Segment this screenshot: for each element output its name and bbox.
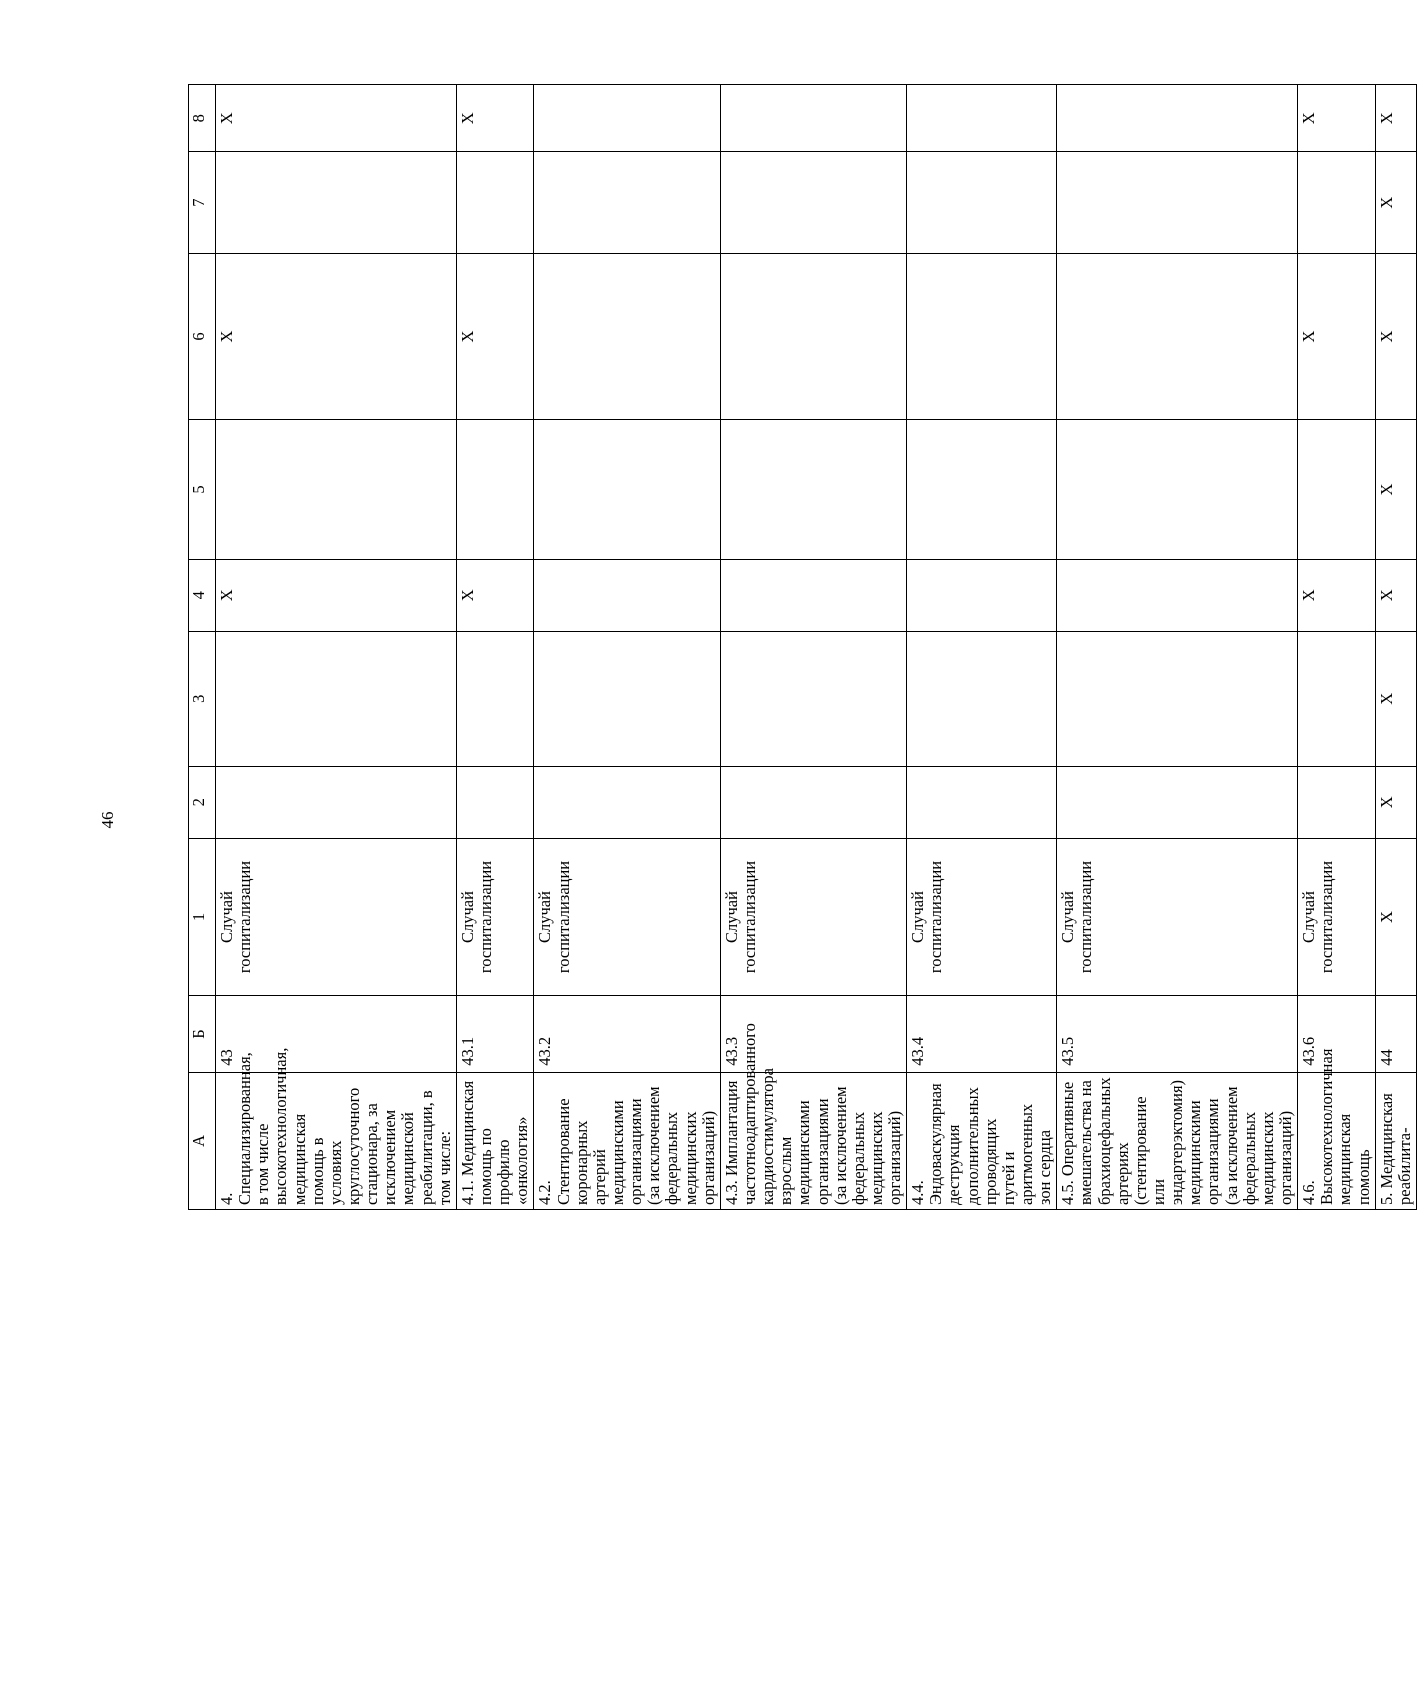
row-label: 4.6. Высокотехнологичная медицинская помощь — [1298, 1072, 1376, 1209]
table-cell — [534, 85, 720, 153]
table-cell: Х — [1375, 631, 1416, 766]
table-cell — [720, 253, 906, 420]
table-row — [1057, 85, 1298, 1210]
table-cell — [1057, 152, 1298, 253]
table-cell: Х — [1375, 85, 1416, 153]
col-header: 6 — [189, 253, 216, 420]
table-cell: Случай госпитализации — [907, 838, 1057, 996]
table-cell: Х — [216, 85, 457, 153]
row-label: 5. Медицинская реабилита- — [1375, 1072, 1416, 1209]
table-cell — [534, 253, 720, 420]
col-header: 7 — [189, 152, 216, 253]
table-cell — [907, 420, 1057, 560]
table-cell: Х — [216, 559, 457, 631]
table-cell — [216, 152, 457, 253]
header-row — [189, 85, 216, 1210]
table-cell — [907, 631, 1057, 766]
row-code: 43.3 — [720, 996, 906, 1073]
table-cell — [1298, 152, 1376, 253]
table-cell — [907, 559, 1057, 631]
row-label: 4. Специализированная, в том числе высокотехнологичная, медицинская помощь в условиях круглосуточного стационара, за исключением медицинской реабилитации, в том числе: — [216, 1072, 457, 1209]
row-code: 44 — [1375, 996, 1416, 1073]
table-cell: Х — [456, 85, 534, 153]
table-cell — [456, 631, 534, 766]
table-cell: Х — [1375, 253, 1416, 420]
table-cell: Случай госпитализации — [1057, 838, 1298, 996]
table-cell — [1057, 85, 1298, 153]
table-cell: Х — [1298, 253, 1376, 420]
table-cell — [1057, 420, 1298, 560]
table-cell: Х — [1298, 85, 1376, 153]
table-cell — [907, 253, 1057, 420]
row-label: 4.5. Оперативные вмешательства на брахиоцефальных артериях (стентирование или эндартерэктомия) медицинскими организациями (за исключением федеральных медицинских организаций) — [1057, 1072, 1298, 1209]
table-cell: Случай госпитализации — [1298, 838, 1376, 996]
col-header: 1 — [189, 838, 216, 996]
table-cell — [907, 152, 1057, 253]
col-header: 8 — [189, 85, 216, 153]
table-cell: Случай госпитализации — [720, 838, 906, 996]
table-cell — [456, 766, 534, 838]
table-cell — [534, 766, 720, 838]
col-header: Б — [189, 996, 216, 1073]
table-cell: Х — [1375, 838, 1416, 996]
table-cell — [534, 152, 720, 253]
table-cell: Х — [216, 253, 457, 420]
page-number: 46 — [98, 811, 117, 829]
table-cell — [1057, 766, 1298, 838]
row-code: 43.5 — [1057, 996, 1298, 1073]
table-cell — [1298, 631, 1376, 766]
table-cell — [907, 85, 1057, 153]
table-cell — [1057, 631, 1298, 766]
table-row — [907, 85, 1057, 1210]
row-label: 4.3. Имплантация частотноадаптированного кардиостимулятора взрослым медицинскими организациями (за исключением федеральных медицинских организаций) — [720, 1072, 906, 1209]
table-cell — [720, 631, 906, 766]
row-code: 43.1 — [456, 996, 534, 1073]
table-cell — [216, 420, 457, 560]
table-cell: Х — [1375, 420, 1416, 560]
table-cell — [907, 766, 1057, 838]
table-cell: Случай госпитализации — [456, 838, 534, 996]
table-row — [534, 85, 720, 1210]
table-row — [1375, 85, 1416, 1210]
table-row — [1298, 85, 1376, 1210]
row-label: 4.1. Медицинская помощь по профилю «онкология» — [456, 1072, 534, 1209]
table-cell — [1298, 766, 1376, 838]
col-header: 5 — [189, 420, 216, 560]
table-cell — [216, 766, 457, 838]
table-cell: Случай госпитализации — [534, 838, 720, 996]
table-cell: Случай госпитализации — [216, 838, 457, 996]
row-code: 43.6 — [1298, 996, 1376, 1073]
table-cell: Х — [1375, 152, 1416, 253]
table-row — [720, 85, 906, 1210]
table-cell — [1298, 420, 1376, 560]
table-cell — [1057, 559, 1298, 631]
table-cell — [456, 420, 534, 560]
table-cell — [534, 559, 720, 631]
row-code: 43.2 — [534, 996, 720, 1073]
table-row — [216, 85, 457, 1210]
table-cell: Х — [456, 253, 534, 420]
table-cell — [720, 85, 906, 153]
table-cell — [720, 766, 906, 838]
table-cell — [534, 420, 720, 560]
table-cell: Х — [456, 559, 534, 631]
table-cell: Х — [1375, 559, 1416, 631]
table-cell — [456, 152, 534, 253]
table-cell — [720, 420, 906, 560]
table-cell — [216, 631, 457, 766]
table-cell — [1057, 253, 1298, 420]
col-header: 3 — [189, 631, 216, 766]
table-cell: Х — [1298, 559, 1376, 631]
col-header: А — [189, 1072, 216, 1209]
table-cell: Х — [1375, 766, 1416, 838]
table-cell — [720, 559, 906, 631]
col-header: 2 — [189, 766, 216, 838]
row-code: 43 — [216, 996, 457, 1073]
row-code: 43.4 — [907, 996, 1057, 1073]
row-label: 4.2. Стентирование коронарных артерий медицинскими организациями (за исключением федеральных медицинских организаций) — [534, 1072, 720, 1209]
data-table — [188, 84, 1417, 1210]
col-header: 4 — [189, 559, 216, 631]
table-cell — [720, 152, 906, 253]
table-row — [456, 85, 534, 1210]
row-label: 4.4. Эндоваскулярная деструкция дополнительных проводящих путей и аритмогенных зон сердца — [907, 1072, 1057, 1209]
table-cell — [534, 631, 720, 766]
